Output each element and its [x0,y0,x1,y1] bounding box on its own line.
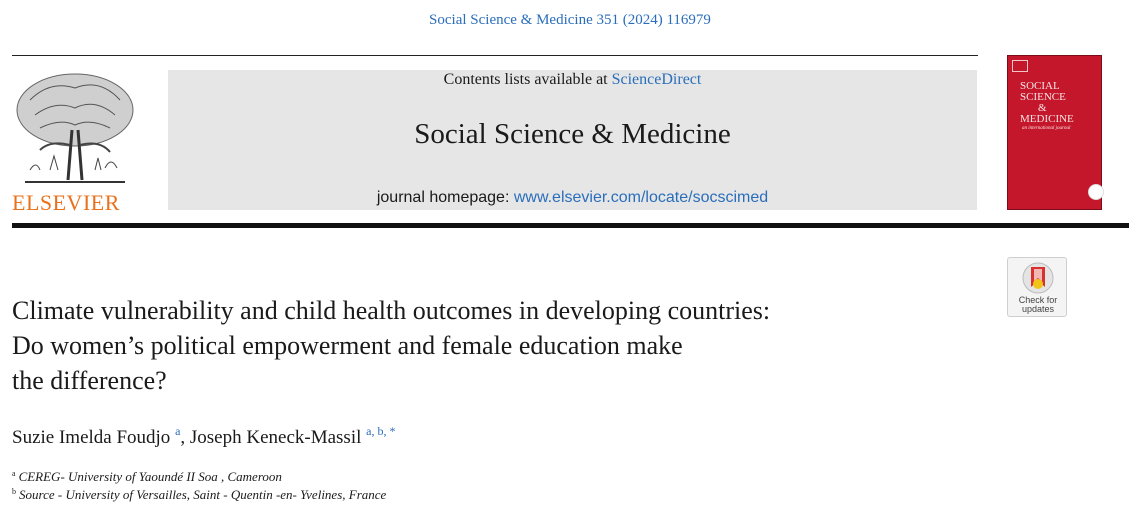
author-name[interactable]: Joseph Keneck-Massil [189,427,362,448]
affiliation-label: b [12,487,16,496]
author-affiliation-marker[interactable]: a, b, * [366,424,396,438]
homepage-line [168,189,977,207]
journal-title: Social Science & Medicine [414,118,731,150]
cover-title-line: SCIENCE [1020,91,1066,103]
article-title-line: Do women’s political empowerment and female education make [12,331,683,360]
contents-line [168,70,977,90]
article-title-line: Climate vulnerability and child health outcomes in developing countries: [12,296,771,325]
cover-title [1020,81,1100,125]
cover-emblem-icon [1012,60,1028,72]
affiliation-a [12,469,912,485]
cover-title-line: SOCIAL [1020,80,1060,92]
header-thick-rule [12,223,1129,228]
header-divider [12,55,978,56]
check-label-line2: updates [1021,304,1055,314]
bookmark-icon [1008,258,1068,296]
affiliation-text: CEREG- University of Yaoundé II Soa , Cameroon [18,469,282,484]
cover-subtitle: an international journal [1022,126,1071,131]
affiliation-b [12,487,912,503]
contents-prefix: Contents lists available at [443,71,612,88]
homepage-prefix: journal homepage: [376,189,514,206]
journal-cover[interactable] [1007,55,1102,210]
check-label-line1: Check for [1018,295,1058,305]
cover-title-line: & [1038,102,1047,114]
affiliation-text: Source - University of Versailles, Saint - Quentin -en- Yvelines, France [19,487,387,502]
author-separator: , [180,427,190,448]
elsevier-tree-icon [10,70,140,188]
check-for-updates-button[interactable] [1007,257,1067,317]
sciencedirect-link[interactable]: ScienceDirect [611,71,702,88]
cover-title-line: MEDICINE [1020,113,1074,125]
homepage-link[interactable]: www.elsevier.com/locate/socscimed [513,189,769,206]
cover-seal-icon [1088,184,1104,200]
journal-citation[interactable]: Social Science & Medicine 351 (2024) 116979 [429,12,711,28]
journal-header-box [168,70,977,210]
article-title [12,293,992,398]
publisher-name: ELSEVIER [12,190,120,215]
check-for-updates-label [1008,296,1068,314]
author-list [12,424,912,449]
article-title-line: the difference? [12,366,167,395]
author-name[interactable]: Suzie Imelda Foudjo [12,427,171,448]
author-affiliation-marker[interactable]: a [175,424,181,438]
affiliation-label: a [12,469,16,478]
